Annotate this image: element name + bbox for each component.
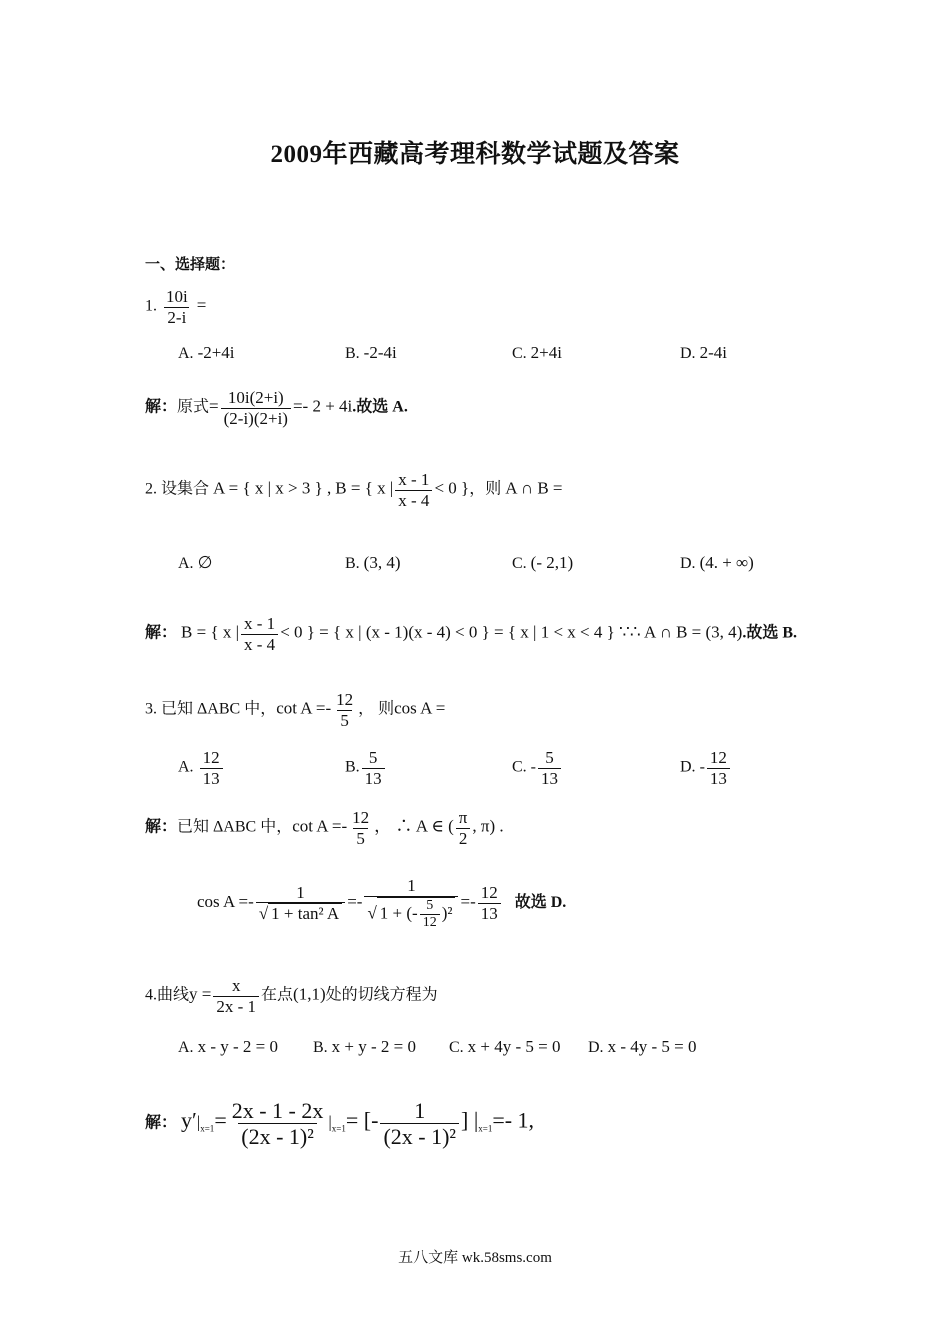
option-c: C. x + 4y - 5 = 0	[449, 1037, 561, 1056]
solution-4: 解： $y'|_{x=1}=$ $\frac{2x - 1 - 2x}{\text{(2x - 1)²}}$ $|_{x=1}=$ [- $\frac{1}{\text{(2x - 1)²}}$ ] $|_{x=1}=-$ 1,	[145, 1098, 535, 1150]
question-number: 1.	[145, 297, 157, 315]
option-d: D. (4. + ∞)	[680, 553, 754, 572]
solution-3-line-2: cos A =- $\frac{1}{\text{√ 1 + tan² A}}$ =- 1 √ 1 + (- $\frac{5}{12}$ )² =- $\frac{12}{13}$ 故选 D.	[197, 876, 567, 930]
option-b: B. (3, 4)	[345, 553, 401, 572]
page-title: 2009年西藏高考理科数学试题及答案	[270, 141, 680, 168]
solution-2: 解： B = { x | $\frac{x - 1}{x - 4}$ < 0 } = { x | (x - 1)(x - 4) < 0 } = { x | 1 < x < 4 } ∵∴ A ∩ B = (3, 4).故选 B.	[145, 614, 798, 654]
option-b: B. $\frac{5}{13}$	[345, 748, 387, 788]
option-a: A. -2+4i	[178, 343, 235, 362]
question-1: 1. $\frac{10i}{2-i}$ =	[145, 287, 207, 327]
solution-1: 解：原式= $\frac{10i(2+i)}{(2-i)(2+i)}$ =- 2 + 4i.故选 A.	[145, 388, 408, 428]
option-b: B. x + y - 2 = 0	[313, 1037, 417, 1056]
option-a: A. x - y - 2 = 0	[178, 1037, 278, 1056]
section-heading: 一、选择题：	[145, 257, 236, 273]
option-c: C. (- 2,1)	[512, 553, 574, 572]
option-b: B. -2-4i	[345, 343, 397, 362]
solution-3: 解：已知 ΔABC 中，cot A =- $\frac{12}{5}$ ， ∴ A ∈ ( $\frac{\pi}{2}$ , π) .	[145, 808, 504, 848]
option-a: A. $\frac{12}{13}$	[178, 748, 225, 788]
question-4: 4.曲线y = $\frac{x}{2x - 1}$ 在点(1,1)处的切线方程为	[145, 976, 438, 1016]
option-d: D. - $\frac{12}{13}$	[680, 748, 732, 788]
option-d: D. x - 4y - 5 = 0	[588, 1037, 697, 1056]
fraction: $\frac{10i}{2-i}$	[166, 287, 188, 327]
option-c: C. 2+4i	[512, 343, 562, 362]
option-c: C. - $\frac{5}{13}$	[512, 748, 563, 788]
question-3: 3. 已知 ΔABC 中，cot A =- $\frac{12}{5}$ ， 则cos A =	[145, 690, 446, 730]
option-d: D. 2-4i	[680, 343, 727, 362]
option-a: A. ∅	[178, 553, 213, 572]
footer-watermark: 五八文库 wk.58sms.com	[398, 1250, 552, 1266]
question-2: 2. 设集合 A = { x | x > 3 } , B = { x | $\frac{x - 1}{x - 4}$ < 0 }，则 A ∩ B =	[145, 470, 563, 510]
